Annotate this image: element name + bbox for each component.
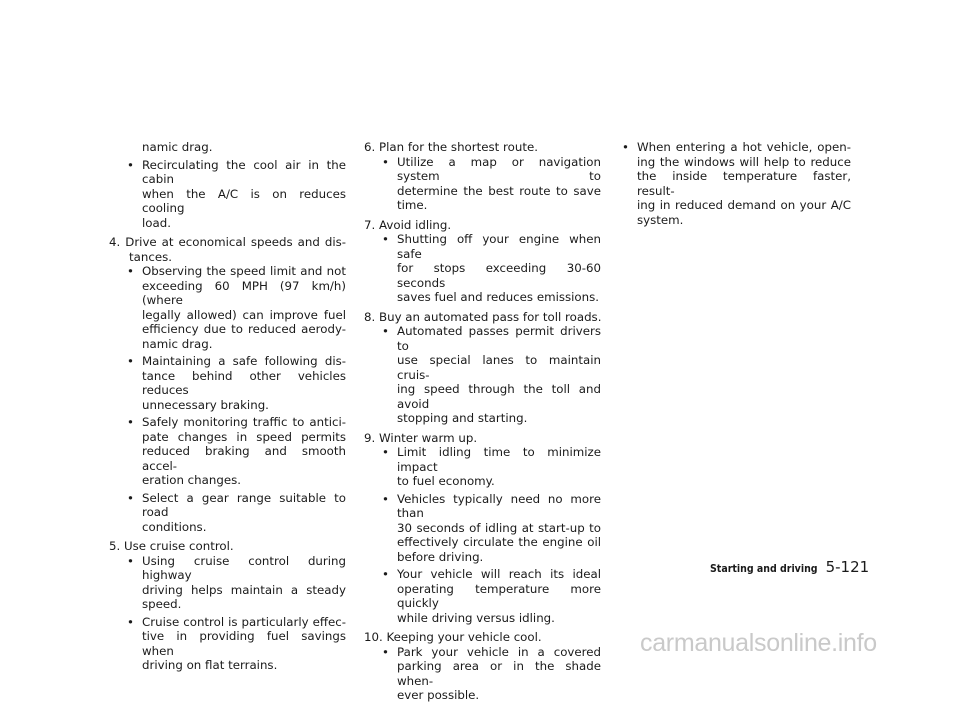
- bullet-icon: •: [127, 157, 134, 172]
- bullet-icon: •: [127, 415, 134, 429]
- bullet-icon: •: [127, 614, 134, 629]
- watermark: carmanualsonline.info: [640, 629, 877, 657]
- bullet-item: • Safely monitoring traffic to antici- pate changes in speed permits reduced braking and smooth accel- eration changes.: [127, 415, 346, 487]
- bullet-item: • Observing the speed limit and not exceeding 60 MPH (97 km/h) (where legally allowed) can improve fuel efficiency due to reduced aerody- namic drag.: [127, 264, 346, 351]
- bullet-item: • Cruise control is particularly effec- tive in providing fuel savings when driving on flat terrains.: [127, 614, 346, 672]
- bullet-item: • Your vehicle will reach its ideal operating temperature more quickly while driving versus idling.: [382, 567, 601, 625]
- bullet-icon: •: [382, 324, 389, 338]
- numbered-heading: 6. Plan for the shortest route.: [364, 140, 538, 154]
- numbered-heading: 5. Use cruise control.: [109, 539, 234, 553]
- bullet-item: • Select a gear range suitable to road conditions.: [127, 490, 346, 534]
- page-number: 5-121: [825, 558, 870, 576]
- bullet-icon: •: [382, 445, 389, 459]
- numbered-heading: 4. Drive at economical speeds and dis-: [109, 235, 346, 249]
- bullet-item: • When entering a hot vehicle, open- ing the windows will help to reduce the inside temperature faster, result- ing in reduced demand on your A/C system.: [622, 140, 851, 227]
- bullet-icon: •: [382, 567, 389, 581]
- bullet-item: • Limit idling time to minimize impact to fuel economy.: [382, 445, 601, 488]
- bullet-item: • Vehicles typically need no more than 30 seconds of idling at start-up to effectively circulate the engine oil before driving.: [382, 491, 601, 564]
- bullet-item: • Utilize a map or navigation system to determine the best route to save time.: [382, 154, 601, 212]
- text-line: namic drag.: [142, 140, 213, 154]
- bullet-icon: •: [382, 154, 389, 169]
- text-line: tances.: [129, 249, 172, 264]
- bullet-item: • Recirculating the cool air in the cabin when the A/C is on reduces cooling load.: [127, 157, 346, 230]
- numbered-heading: 7. Avoid idling.: [364, 217, 452, 232]
- bullet-icon: •: [127, 553, 134, 568]
- numbered-heading: 9. Winter warm up.: [364, 430, 478, 445]
- bullet-icon: •: [127, 490, 134, 505]
- numbered-heading: 10. Keeping your vehicle cool.: [364, 630, 542, 644]
- bullet-icon: •: [382, 232, 389, 246]
- section-title: Starting and driving: [710, 563, 818, 575]
- bullet-icon: •: [622, 140, 629, 154]
- bullet-item: • Automated passes permit drivers to use special lanes to maintain cruis- ing speed through the toll and avoid stopping and starting.: [382, 324, 601, 425]
- bullet-item: • Park your vehicle in a covered parking area or in the shade when- ever possible.: [382, 644, 601, 702]
- bullet-item: • Maintaining a safe following dis- tance behind other vehicles reduces unnecessary braking.: [127, 354, 346, 412]
- bullet-icon: •: [127, 264, 134, 278]
- bullet-item: • Using cruise control during highway driving helps maintain a steady speed.: [127, 553, 346, 611]
- bullet-item: • Shutting off your engine when safe for stops exceeding 30-60 seconds saves fuel and reduces emissions.: [382, 232, 601, 304]
- text-column-1: [109, 140, 346, 673]
- page-footer: [710, 558, 870, 577]
- bullet-icon: •: [382, 491, 389, 506]
- text-column-3: [618, 140, 851, 227]
- bullet-icon: •: [382, 644, 389, 659]
- text-column-2: [364, 140, 601, 703]
- numbered-heading: 8. Buy an automated pass for toll roads.: [364, 309, 602, 324]
- bullet-icon: •: [127, 354, 134, 368]
